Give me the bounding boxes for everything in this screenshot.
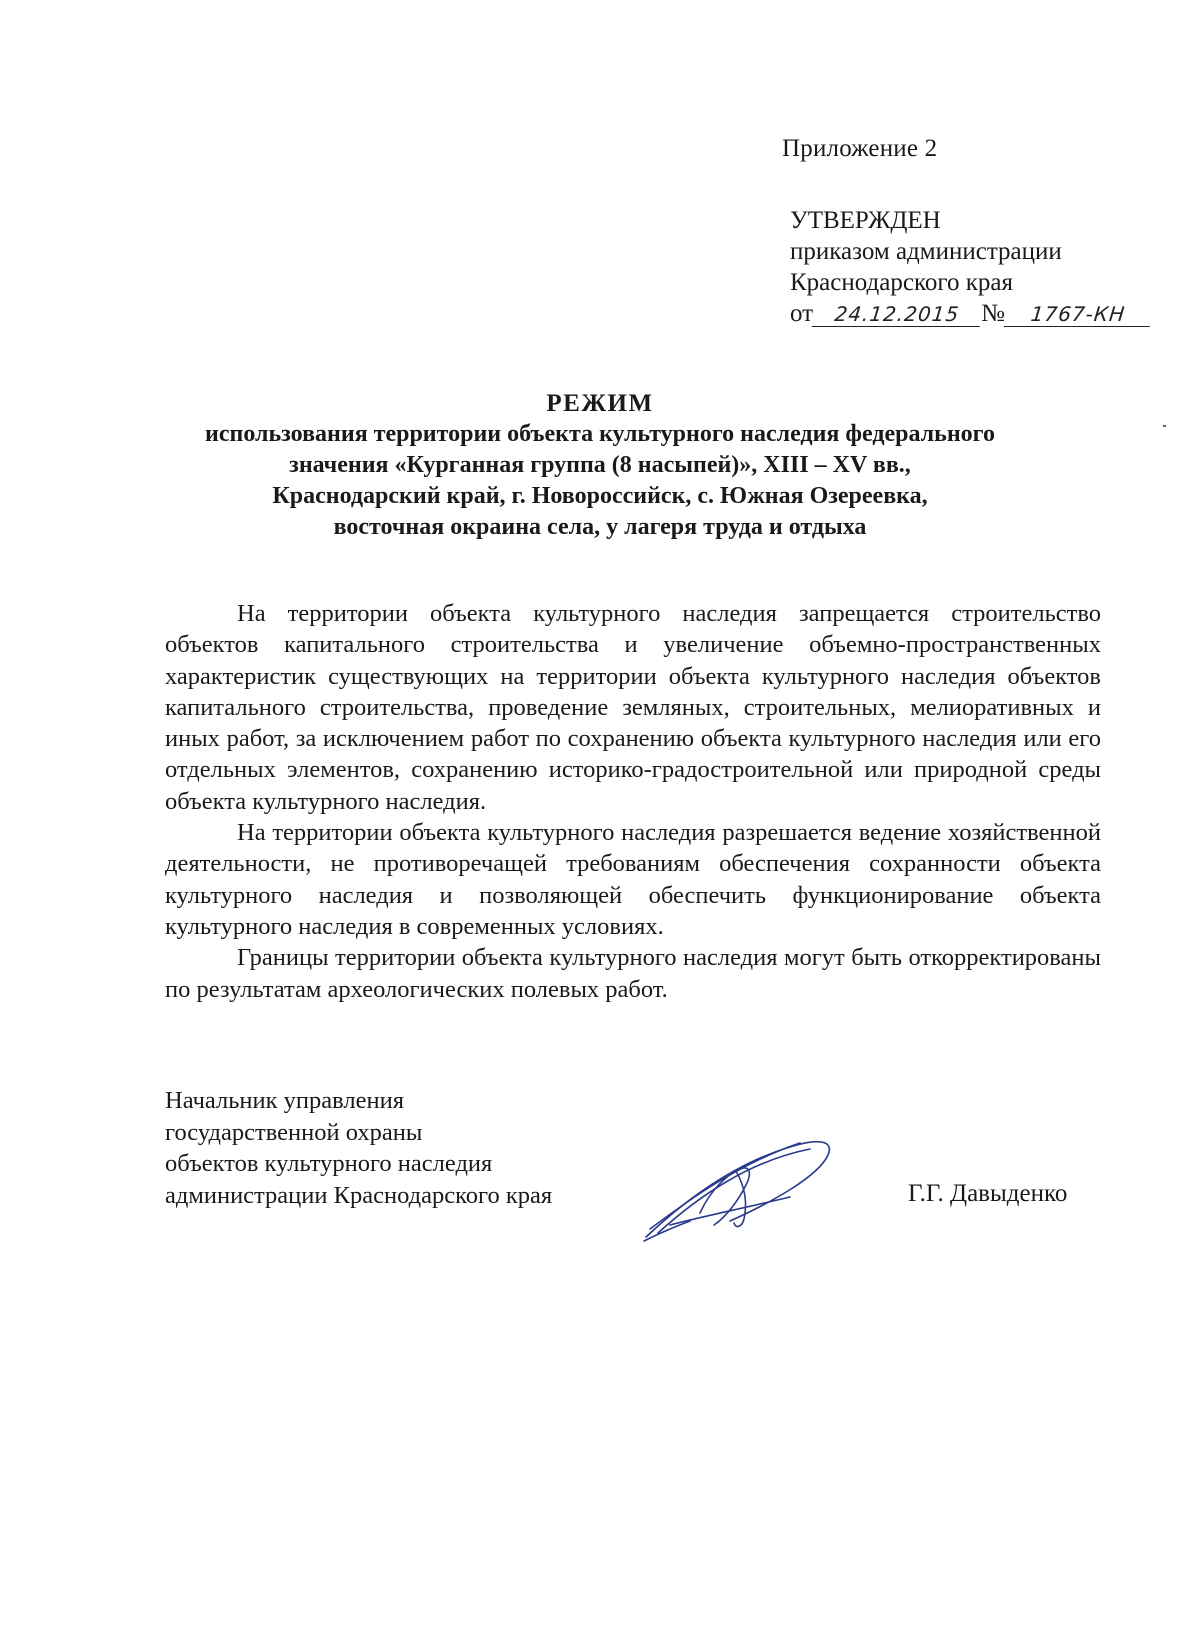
- document-title: [140, 388, 1060, 543]
- signer-name: Г.Г. Давыденко: [908, 1180, 1068, 1207]
- date-prefix: от: [790, 300, 814, 327]
- handwritten-number: 1767-КН: [1004, 302, 1153, 327]
- approval-line-1: приказом администрации: [790, 238, 1062, 265]
- title-line-4: восточная окраина села, у лагеря труда и отдыха: [333, 514, 867, 540]
- title-main: РЕЖИМ: [546, 390, 654, 417]
- document-body: [165, 598, 1101, 1005]
- approval-stamp: [790, 205, 1151, 329]
- number-prefix: №: [981, 300, 1005, 327]
- signer-position-line-3: объектов культурного наследия: [165, 1150, 493, 1177]
- handwritten-signature: [640, 1125, 840, 1245]
- paragraph-permissions: На территории объекта культурного наследия разрешается ведение хозяйственной деятельности, не противоречащей требованиям обеспечения сохранности объекта культурного наследия и позволяющей обеспечить функционирование объекта культурного наследия в современных условиях.: [165, 819, 1101, 940]
- signer-position-line-4: администрации Краснодарского края: [165, 1181, 553, 1209]
- paragraph-prohibitions: На территории объекта культурного наследия запрещается строительство объектов капитального строительства и увеличение объемно-пространственных характеристик существующих на территории объекта культурного наследия объектов капитального строительства, проведение земляных, строительных, мелиоративных и иных работ, за исключением работ по сохранению объекта культурного наследия или его отдельных элементов, сохранению историко-градостроительной или природной среды объекта культурного наследия.: [165, 600, 1101, 815]
- signer-position-line-1: Начальник управления: [165, 1087, 404, 1114]
- signer-position-line-2: государственной охраны: [165, 1118, 423, 1146]
- approval-heading: УТВЕРЖДЕН: [790, 207, 941, 234]
- scan-speck: [1163, 425, 1166, 427]
- signer-position: [165, 1085, 552, 1211]
- approval-line-2: Краснодарского края: [790, 269, 1013, 296]
- paragraph-boundaries: Границы территории объекта культурного наследия могут быть откорректированы по результатам археологических полевых работ.: [165, 944, 1101, 1003]
- title-line-3: Краснодарский край, г. Новороссийск, с. Южная Озереевка,: [272, 483, 928, 509]
- appendix-label: Приложение 2: [782, 135, 938, 162]
- handwritten-date: 24.12.2015: [812, 302, 983, 327]
- title-line-1: использования территории объекта культурного наследия федерального: [205, 421, 995, 447]
- approval-date-number-line: [790, 298, 1151, 329]
- title-line-2: значения «Курганная группа (8 насыпей)», XIII – XV вв.,: [289, 452, 911, 478]
